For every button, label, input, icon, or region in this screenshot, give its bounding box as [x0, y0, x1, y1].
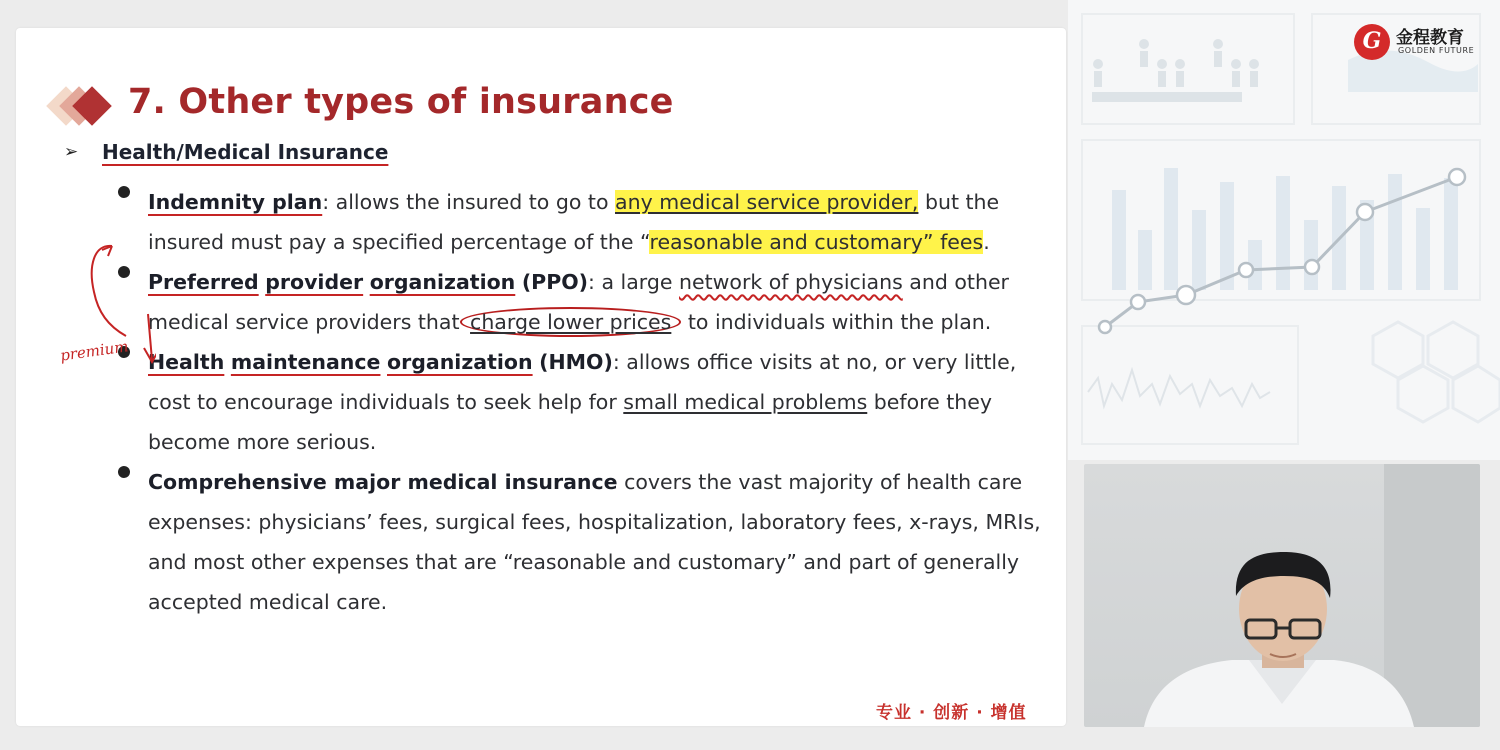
- term-word: Preferred: [148, 270, 259, 294]
- company-logo: [1354, 24, 1490, 60]
- bullet-dot-icon: [118, 466, 130, 478]
- highlight-reasonable-customary: reasonable and customary” fees: [649, 230, 984, 254]
- term-word: organization: [369, 270, 516, 294]
- section-heading-text: Health/Medical Insurance: [102, 140, 389, 164]
- text: : a large: [588, 270, 679, 294]
- logo-mark-letter: G: [1362, 28, 1382, 54]
- term-word: (PPO): [521, 270, 589, 294]
- term-word: (HMO): [539, 350, 613, 374]
- text: .: [983, 230, 990, 254]
- underline-small-medical-problems: small medical problems: [623, 390, 868, 414]
- presenter-webcam: [1084, 464, 1480, 727]
- bullet-dot-icon: [118, 186, 130, 198]
- circled-charge-lower-prices: charge lower prices: [460, 307, 681, 337]
- bullet-comprehensive: [148, 462, 1048, 622]
- logo-english-name: GOLDEN FUTURE: [1398, 46, 1475, 55]
- arrow-bullet-icon: ➢: [64, 142, 79, 162]
- handwritten-premium-note: premium: [59, 337, 130, 365]
- text: and other medical service providers that: [148, 270, 1009, 334]
- text: to individuals within the plan.: [681, 310, 992, 334]
- bullet-indemnity-plan: [148, 182, 1048, 262]
- slide-title: 7. Other types of insurance: [128, 82, 674, 122]
- slide: [16, 28, 1066, 726]
- text: covers the vast majority of health care expenses: physicians’ fees, surgical fees, hospitalization, laboratory fees, x-rays, MRIs, and most other expenses that are “reasonable and customary” and part of generally accepted medical care.: [148, 470, 1041, 614]
- bullet-ppo: [148, 262, 1048, 342]
- presenter-figure: [1084, 464, 1480, 727]
- term-comprehensive-major-medical: Comprehensive major medical insurance: [148, 470, 618, 494]
- highlight-any-provider: any medical service provider,: [615, 190, 919, 214]
- section-heading: [102, 140, 388, 164]
- term-word: provider: [265, 270, 364, 294]
- term-word: organization: [387, 350, 533, 374]
- text: but the insured must pay a specified percentage of the “: [148, 190, 1000, 254]
- text: : allows office visits at no, or very little, cost to encourage individuals to seek help for: [148, 350, 1017, 414]
- logo-mark-icon: [1354, 24, 1390, 60]
- text: : allows the insured to go to: [322, 190, 616, 214]
- term-word: Health: [148, 350, 225, 374]
- wavy-network-of-physicians: network of physicians: [679, 270, 903, 294]
- bullet-hmo: [148, 342, 1048, 462]
- slide-footer-slogan: 专业 · 创新 · 增值: [876, 703, 1027, 723]
- text: before they become more serious.: [148, 390, 993, 454]
- term-indemnity-plan: Indemnity plan: [148, 190, 323, 214]
- background-infographic: [1068, 0, 1500, 460]
- logo-chinese-name: 金程教育: [1396, 28, 1464, 48]
- term-word: maintenance: [230, 350, 381, 374]
